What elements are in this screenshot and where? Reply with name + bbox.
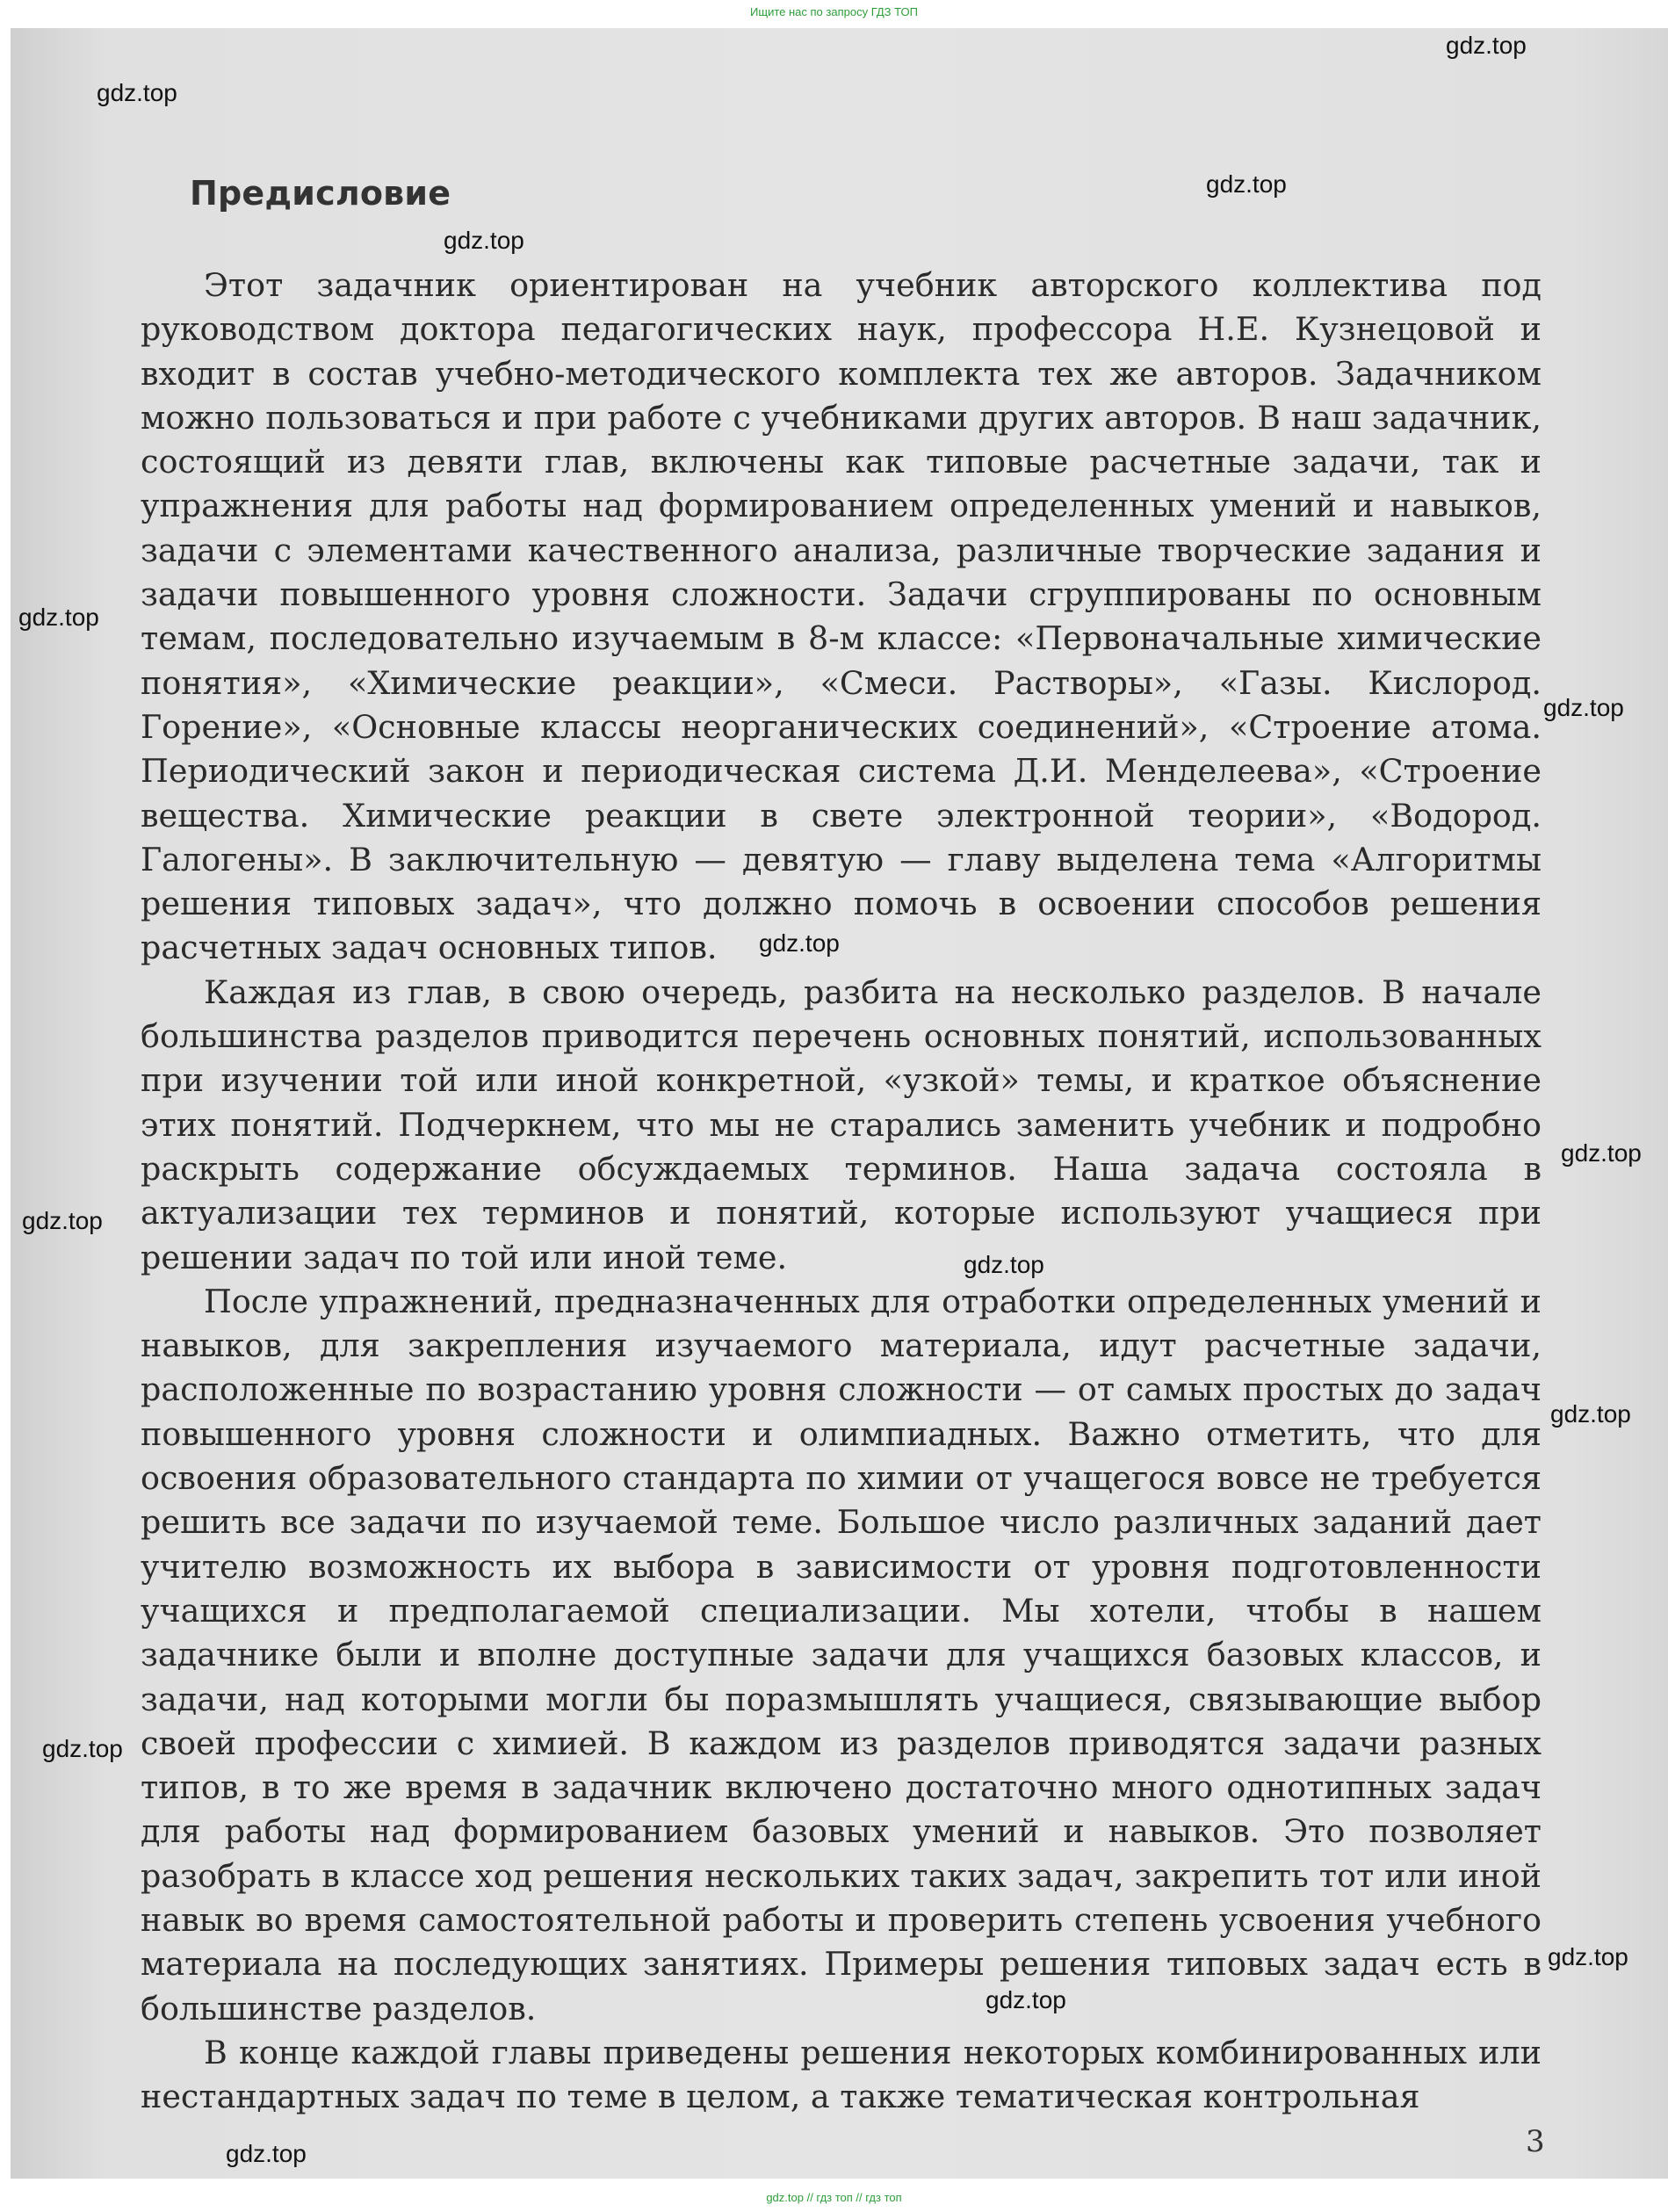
watermark: gdz.top: [759, 929, 840, 957]
body-text: [141, 264, 1542, 2119]
page-heading: Предисловие: [190, 174, 451, 213]
watermark: gdz.top: [1561, 1139, 1642, 1167]
watermark: gdz.top: [1446, 32, 1527, 59]
page-number: 3: [1526, 2124, 1545, 2159]
watermark: gdz.top: [42, 1735, 123, 1762]
paragraph-1: Этот задачник ориентирован на учебник авторского коллектива под руководством доктора педагогических наук, профессора Н.Е. Кузнецовой и входит в состав учебно-методического комплекта тех же авторов. Задачником можно пользоваться и при работе с учебниками других авторов. В наш задачник, состоящий из девяти глав, включены как типовые расчетные задачи, так и упражнения для работы над формированием определенных умений и навыков, задачи с элементами качественного анализа, различные творческие задания и задачи повышенного уровня сложности. Задачи сгруппированы по основным темам, последовательно изучаемым в 8-м классе: «Первоначальные химические понятия», «Химические реакции», «Смеси. Растворы», «Газы. Кислород. Горение», «Основные классы неорганических соединений», «Строение атома. Периодический закон и периодическая система Д.И. Менделеева», «Строение вещества. Химические реакции в свете электронной теории», «Водород. Галогены». В заключительную — девятую — главу выделена тема «Алгоритмы решения типовых задач», что должно помочь в освоении способов решения расчетных задач основных типов.: [141, 266, 1542, 967]
watermark: gdz.top: [18, 604, 99, 631]
watermark: gdz.top: [97, 79, 177, 106]
top-banner: Ищите нас по запросу ГДЗ ТОП: [750, 5, 918, 18]
watermark: gdz.top: [226, 2140, 307, 2167]
paragraph-2: Каждая из глав, в свою очередь, разбита на несколько разделов. В начале большинства разделов приводится перечень основных понятий, использованных при изучении той или иной конкретной, «узкой» темы, и краткое объяснение этих понятий. Подчеркнем, что мы не старались заменить учебник и подробно раскрыть содержание обсуждаемых терминов. Наша задача состояла в актуализации тех терминов и понятий, которые используют учащиеся при решении задач по той или иной теме.: [141, 972, 1542, 1276]
watermark: gdz.top: [1543, 694, 1624, 721]
paragraph-3: После упражнений, предназначенных для отработки определенных умений и навыков, для закрепления изучаемого материала, идут расчетные задачи, расположенные по возрастанию уровня сложности — от самых простых до задач повышенного уровня сложности и олимпиадных. Важно отметить, что для освоения образовательного стандарта по химии от учащегося вовсе не требуется решить все задачи по изучаемой теме. Большое число различных заданий дает учителю возможность их выбора в зависимости от уровня подготовленности учащихся и предполагаемой специализации. Мы хотели, чтобы в нашем задачнике были и вполне доступные задачи для учащихся базовых классов, и задачи, над которыми могли бы поразмышлять учащиеся, связывающие выбор своей профессии с химией. В каждом из разделов приводятся задачи разных типов, в то же время в задачник включено достаточно много однотипных задач для работы над формированием базовых умений и навыков. Это позволяет разобрать в классе ход решения нескольких таких задач, закрепить тот или иной навык во время самостоятельной работы и проверить степень усвоения учебного материала на последующих занятиях. Примеры решения типовых задач есть в большинстве разделов.: [141, 1282, 1542, 2028]
watermark: gdz.top: [1206, 170, 1287, 198]
watermark: gdz.top: [444, 227, 524, 254]
watermark: gdz.top: [22, 1207, 103, 1234]
watermark: gdz.top: [964, 1251, 1044, 1278]
paragraph-4: В конце каждой главы приведены решения некоторых комбинированных или нестандартных задач по теме в целом, а также тематическая контрольная: [141, 2033, 1542, 2116]
watermark: gdz.top: [1548, 1943, 1628, 1970]
watermark: gdz.top: [1550, 1400, 1631, 1428]
bottom-banner: gdz.top // гдз топ // гдз топ: [766, 2191, 902, 2204]
watermark: gdz.top: [986, 1986, 1066, 2013]
